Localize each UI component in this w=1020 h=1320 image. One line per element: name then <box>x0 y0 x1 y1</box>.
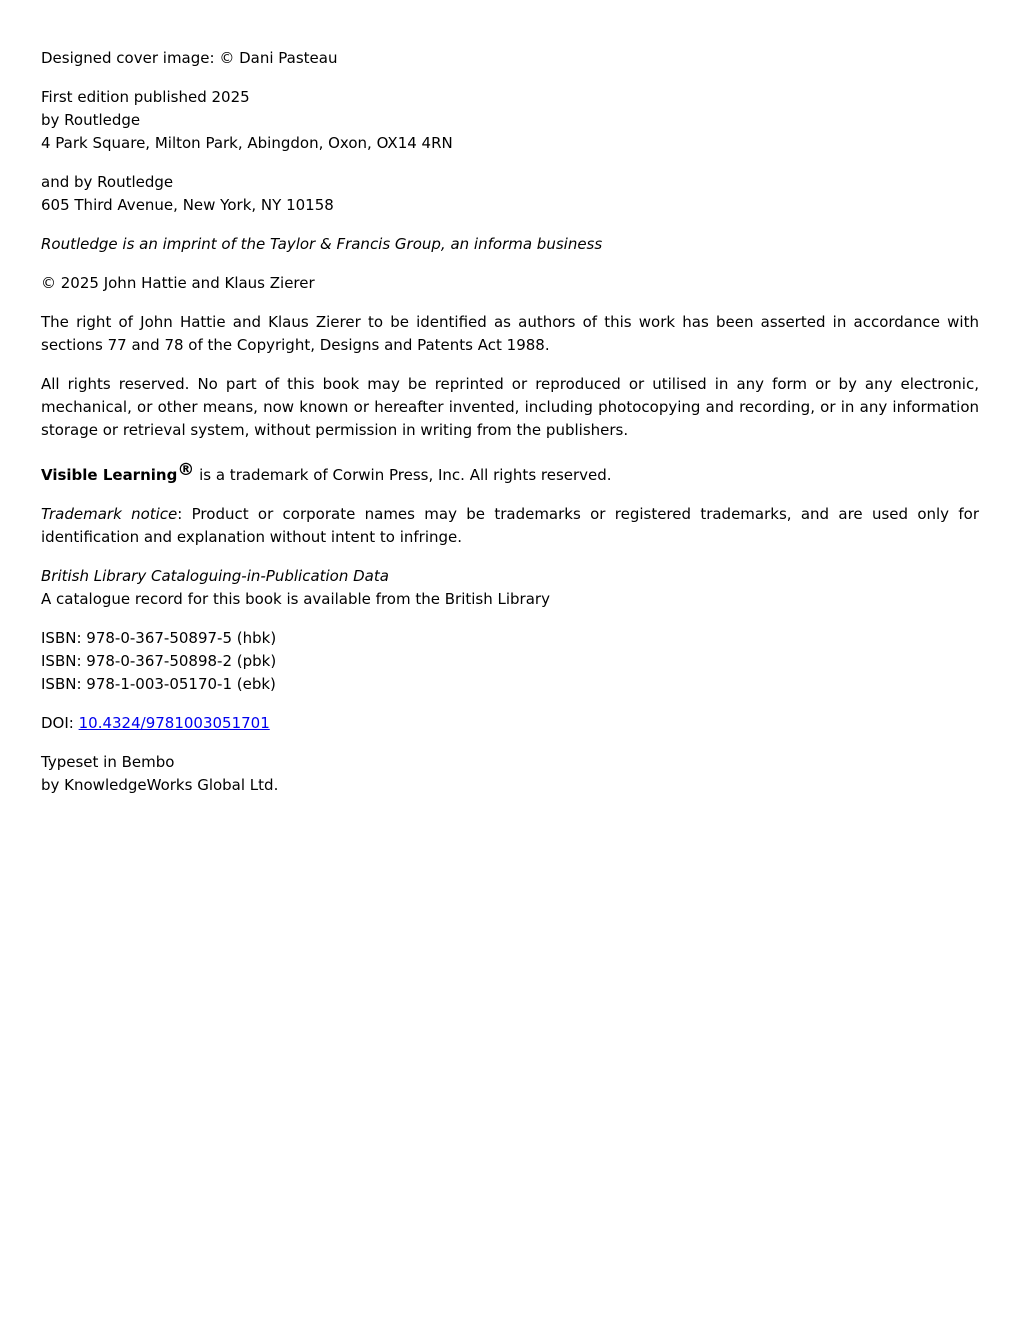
copyright-notice <box>41 272 979 295</box>
typeset-font: Typeset in Bembo <box>41 753 175 771</box>
doi-link[interactable]: 10.4324/9781003051701 <box>78 714 270 732</box>
typesetter: by KnowledgeWorks Global Ltd. <box>41 776 279 794</box>
isbn-hbk: ISBN: 978-0-367-50897-5 (hbk) <box>41 629 277 647</box>
cip-text: A catalogue record for this book is available from the British Library <box>41 590 550 608</box>
registered-mark: ® <box>177 460 195 480</box>
publisher-line: by Routledge <box>41 111 141 129</box>
us-publisher-line: and by Routledge <box>41 173 174 191</box>
typeset-info <box>41 751 979 797</box>
visible-learning-text: is a trademark of Corwin Press, Inc. All rights reserved. <box>194 466 612 484</box>
doi-info <box>41 712 979 735</box>
visible-learning-name: Visible Learning <box>41 466 178 484</box>
cip-title: British Library Cataloguing-in-Publication Data <box>41 567 389 585</box>
us-publisher-address: 605 Third Avenue, New York, NY 10158 <box>41 196 334 214</box>
copyright-page <box>41 47 979 813</box>
publisher-address: 4 Park Square, Milton Park, Abingdon, Oxon, OX14 4RN <box>41 134 453 152</box>
edition-line: First edition published 2025 <box>41 88 250 106</box>
imprint-statement <box>41 233 979 256</box>
cip-data <box>41 565 979 611</box>
trademark-notice <box>41 503 979 549</box>
moral-right-statement: The right of John Hattie and Klaus Zierer to be identified as authors of this work has been asserted in accordance with sections 77 and 78 of the Copyright, Designs and Patents Act 1988. <box>41 313 979 354</box>
isbn-list <box>41 627 979 696</box>
doi-label: DOI: <box>41 714 79 732</box>
isbn-ebk: ISBN: 978-1-003-05170-1 (ebk) <box>41 675 276 693</box>
trademark-visible-learning <box>41 460 979 487</box>
us-publisher-info <box>41 171 979 217</box>
cover-credit-text: Designed cover image: © Dani Pasteau <box>41 49 338 67</box>
imprint-text: Routledge is an imprint of the Taylor & Francis Group, an informa business <box>41 235 603 253</box>
edition-info <box>41 86 979 155</box>
cover-credit <box>41 47 979 70</box>
trademark-notice-text: : Product or corporate names may be trademarks or registered trademarks, and are used only for identification and explanation without intent to infringe. <box>41 505 979 546</box>
isbn-pbk: ISBN: 978-0-367-50898-2 (pbk) <box>41 652 277 670</box>
rights-statement: All rights reserved. No part of this book may be reprinted or reproduced or utilised in any form or by any electronic, mechanical, or other means, now known or hereafter invented, including photocopying and recording, or in any information storage or retrieval system, without permission in writing from the publishers. <box>41 375 979 439</box>
trademark-notice-label: Trademark notice <box>41 505 178 523</box>
copyright-text: © 2025 John Hattie and Klaus Zierer <box>41 274 315 292</box>
